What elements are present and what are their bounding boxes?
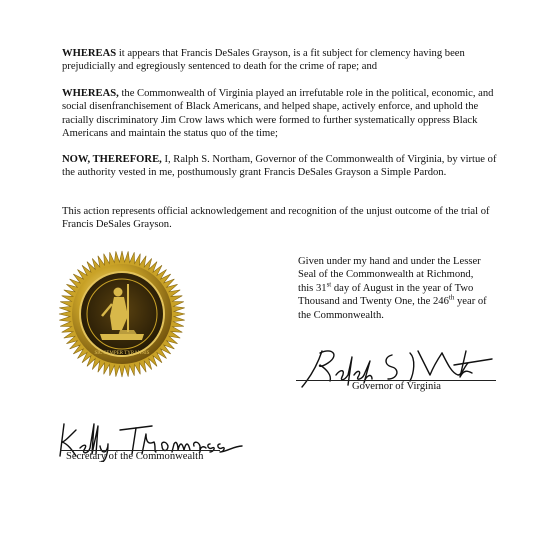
- given-line: Seal of the Commonwealth at Richmond,: [298, 269, 474, 281]
- paragraph-text: I, Ralph S. Northam, Governor of the Commonwealth of Virginia, by virtue of the authority vested in me, posthumously grant Francis DeSales Grayson a Simple Pardon.: [62, 154, 497, 179]
- given-line: [298, 282, 518, 295]
- paragraph-now-therefore: [62, 153, 502, 180]
- given-line: [298, 295, 518, 308]
- paragraph-whereas-1: [62, 47, 502, 74]
- paragraph-acknowledgement: [62, 205, 502, 232]
- paragraph-whereas-2: [62, 87, 502, 141]
- given-under-hand-block: [298, 255, 518, 322]
- secretary-caption: Secretary of the Commonwealth: [66, 451, 204, 462]
- paragraph-text: it appears that Francis DeSales Grayson, is a fit subject for clemency having been prejudicially and egregiously sentenced to death for the crime of rape; and: [62, 48, 465, 73]
- ordinal-suffix: th: [448, 293, 455, 302]
- ordinal-suffix: st: [326, 280, 332, 289]
- svg-text:SIC SEMPER TYRANNIS: SIC SEMPER TYRANNIS: [94, 351, 150, 356]
- given-line: Given under my hand and under the Lesser: [298, 256, 481, 267]
- given-text: day of August in the year of Two: [331, 282, 474, 294]
- paragraph-lead: NOW, THEREFORE,: [62, 154, 162, 165]
- given-text: this 31: [298, 282, 327, 294]
- given-text: Thousand and Twenty One, the 246: [298, 296, 449, 308]
- paragraph-text: the Commonwealth of Virginia played an irrefutable role in the political, economic, and social disenfranchisement of Black Americans, and helped shape, actively enforce, and uphold the racially discriminatory Jim Crow laws which were formed to further systematically oppress Black Americans and maintain the status quo of the time;: [62, 88, 494, 140]
- given-line: the Commonwealth.: [298, 309, 384, 321]
- paragraph-lead: WHEREAS: [62, 48, 117, 59]
- governor-caption: Governor of Virginia: [352, 381, 442, 392]
- paragraph-lead: WHEREAS,: [62, 88, 119, 99]
- paragraph-text: This action represents official acknowledgement and recognition of the unjust outcome of the trial of Francis DeSales Grayson.: [62, 206, 490, 231]
- given-text: year of: [454, 296, 487, 308]
- lesser-seal-icon: [58, 250, 186, 378]
